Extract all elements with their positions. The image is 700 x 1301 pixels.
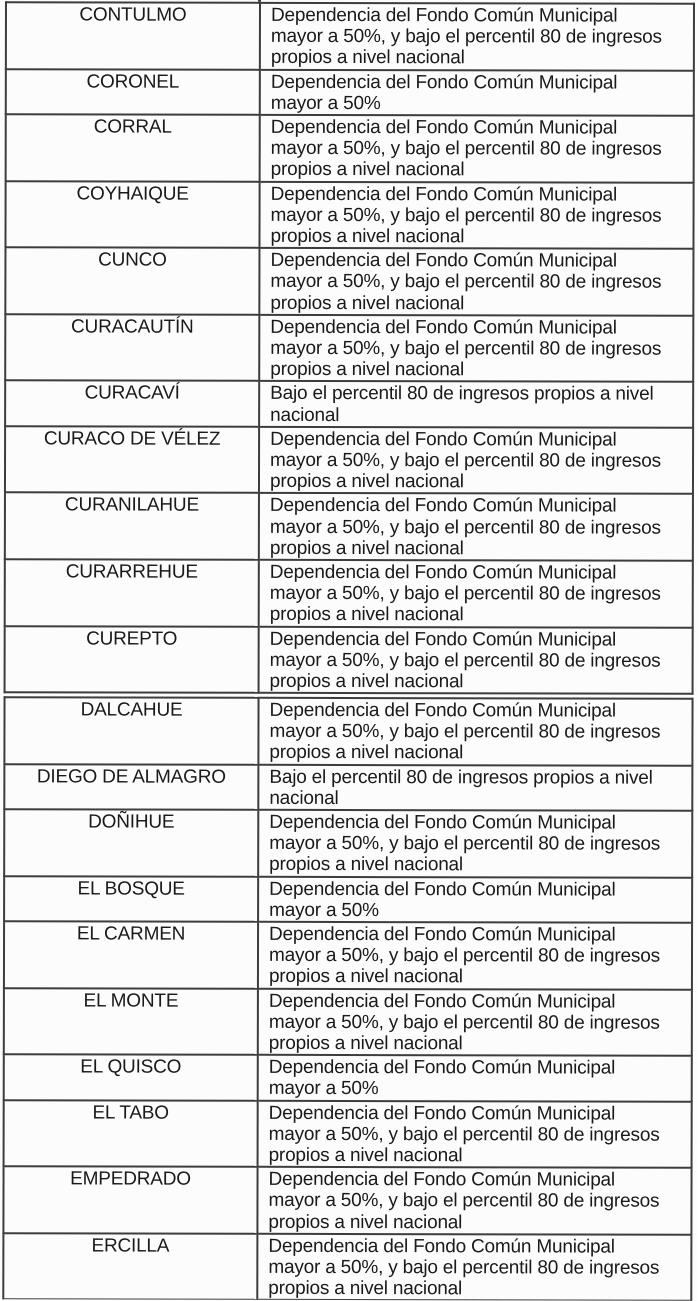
municipality-cell: CURACAVÍ [5,381,259,427]
criteria-cell: Dependencia del Fondo Común Municipal mayor a 50%, y bajo el percentil 80 de ingresos propios a nivel nacional [260,3,694,71]
municipality-cell: ERCILLA [3,1233,257,1300]
criteria-cell: Bajo el percentil 80 de ingresos propios a nivel nacional [259,381,693,427]
criteria-cell: Dependencia del Fondo Común Municipal mayor a 50% [258,1055,692,1101]
municipality-cell: CONTULMO [6,2,260,69]
municipality-cell: DALCAHUE [4,697,258,764]
criteria-cell: Dependencia del Fondo Común Municipal mayor a 50%, y bajo el percentil 80 de ingresos propios a nivel nacional [260,115,694,183]
criteria-cell: Dependencia del Fondo Común Municipal mayor a 50% [260,69,694,115]
municipality-cell: CORRAL [6,114,260,181]
table-row [3,1233,691,1301]
table-row [5,559,693,627]
table-row [6,114,694,182]
municipality-cell: EL CARMEN [4,921,258,988]
table-row [6,2,694,70]
municipality-cell: EMPEDRADO [3,1167,257,1234]
table-row [4,876,692,923]
table-row [4,988,692,1056]
municipality-cell: EL QUISCO [4,1055,258,1101]
criteria-cell: Dependencia del Fondo Común Municipal mayor a 50%, y bajo el percentil 80 de ingresos propios a nivel nacional [258,698,692,766]
municipality-cell: CUREPTO [5,626,259,693]
table-row [4,809,692,877]
municipality-criteria-table-segment-2 [2,696,693,1300]
criteria-cell: Dependencia del Fondo Común Municipal mayor a 50%, y bajo el percentil 80 de ingresos propios a nivel nacional [258,810,692,878]
municipality-cell: CORONEL [6,69,260,115]
criteria-cell: Dependencia del Fondo Común Municipal mayor a 50%, y bajo el percentil 80 de ingresos propios a nivel nacional [258,922,692,990]
municipality-criteria-table-segment-1 [4,1,695,695]
municipality-cell: EL TABO [4,1100,258,1167]
criteria-cell: Dependencia del Fondo Común Municipal mayor a 50%, y bajo el percentil 80 de ingresos propios a nivel nacional [259,493,693,561]
criteria-cell: Dependencia del Fondo Común Municipal mayor a 50%, y bajo el percentil 80 de ingresos propios a nivel nacional [259,626,693,694]
table-row [4,697,692,765]
table-row [5,381,693,428]
municipality-cell: DOÑIHUE [4,809,258,876]
criteria-cell: Bajo el percentil 80 de ingresos propios a nivel nacional [258,764,692,810]
table-row [5,181,693,249]
municipality-cell: CURACAUTÍN [5,314,259,381]
criteria-cell: Dependencia del Fondo Común Municipal mayor a 50%, y bajo el percentil 80 de ingresos propios a nivel nacional [258,1100,692,1168]
municipality-cell: EL MONTE [4,988,258,1055]
table-row [5,626,693,694]
municipality-cell: COYHAIQUE [5,181,259,248]
municipality-cell: EL BOSQUE [4,876,258,922]
criteria-cell: Dependencia del Fondo Común Municipal mayor a 50%, y bajo el percentil 80 de ingresos propios a nivel nacional [257,1234,691,1301]
criteria-cell: Dependencia del Fondo Común Municipal mayor a 50%, y bajo el percentil 80 de ingresos propios a nivel nacional [257,1167,691,1235]
table-row [5,314,693,382]
municipality-cell: CURANILAHUE [5,493,259,560]
criteria-cell: Dependencia del Fondo Común Municipal mayor a 50%, y bajo el percentil 80 de ingresos propios a nivel nacional [259,315,693,383]
criteria-cell: Dependencia del Fondo Común Municipal mayor a 50%, y bajo el percentil 80 de ingresos propios a nivel nacional [258,988,692,1056]
table-row [4,1055,692,1102]
table-row [6,69,694,116]
criteria-cell: Dependencia del Fondo Común Municipal mayor a 50%, y bajo el percentil 80 de ingresos propios a nivel nacional [259,248,693,316]
table-row [4,1100,692,1168]
table-row [5,493,693,561]
table-row [3,1167,691,1235]
municipality-cell: DIEGO DE ALMAGRO [4,764,258,810]
table-row [5,426,693,494]
table-row [5,248,693,316]
table-row [4,764,692,811]
municipality-cell: CUNCO [5,248,259,315]
municipality-cell: CURACO DE VÉLEZ [5,426,259,493]
municipality-cell: CURARREHUE [5,559,259,626]
criteria-cell: Dependencia del Fondo Común Municipal mayor a 50%, y bajo el percentil 80 de ingresos propios a nivel nacional [259,427,693,495]
criteria-cell: Dependencia del Fondo Común Municipal mayor a 50%, y bajo el percentil 80 de ingresos propios a nivel nacional [259,560,693,628]
criteria-cell: Dependencia del Fondo Común Municipal mayor a 50% [258,876,692,922]
criteria-cell: Dependencia del Fondo Común Municipal mayor a 50%, y bajo el percentil 80 de ingresos propios a nivel nacional [259,181,693,249]
table-row [4,921,692,989]
